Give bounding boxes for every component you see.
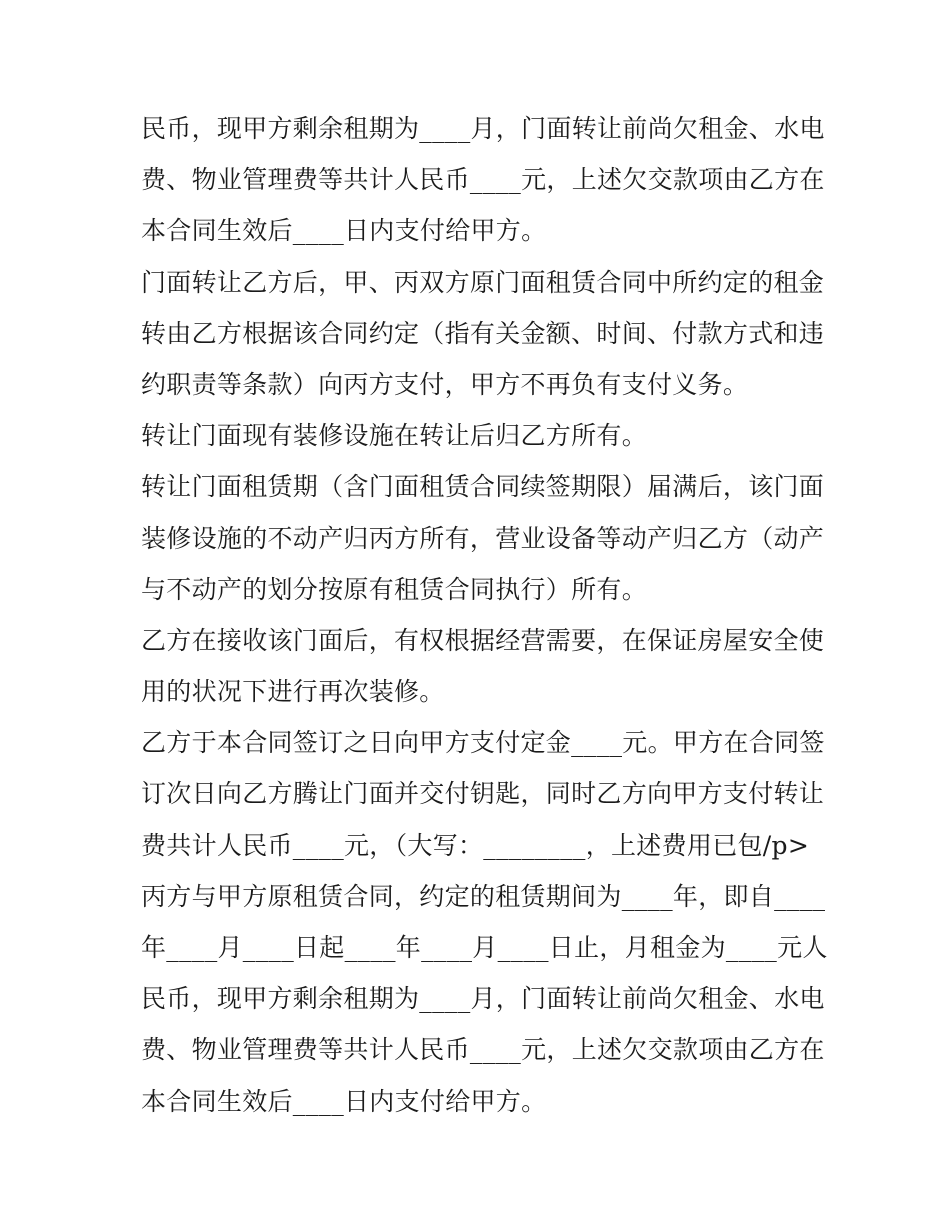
text-line: 订次日向乙方腾让门面并交付钥匙，同时乙方向甲方支付转让	[141, 779, 825, 809]
text-line: 丙方与甲方原租赁合同，约定的租赁期间为____年，即自____	[141, 881, 826, 911]
text-line: 费、物业管理费等共计人民币____元，上述欠交款项由乙方在	[141, 1035, 825, 1065]
text-line: 本合同生效后____日内支付给甲方。	[141, 216, 547, 246]
text-line: 年____月____日起____年____月____日止，月租金为____元人	[141, 933, 828, 962]
text-line: 门面转让乙方后，甲、丙双方原门面租赁合同中所约定的租金	[141, 267, 825, 297]
text-line: 乙方在接收该门面后，有权根据经营需要，在保证房屋安全使	[141, 625, 825, 655]
text-line: 用的状况下进行再次装修。	[141, 677, 445, 707]
text-line: 转由乙方根据该合同约定（指有关金额、时间、付款方式和违	[141, 318, 825, 348]
text-line: 转让门面现有装修设施在转让后归乙方所有。	[141, 421, 648, 451]
text-line: 与不动产的划分按原有租赁合同执行）所有。	[141, 574, 648, 604]
text-line: 装修设施的不动产归丙方所有，营业设备等动产归乙方（动产	[141, 523, 825, 553]
text-line: 费、物业管理费等共计人民币____元，上述欠交款项由乙方在	[141, 165, 825, 195]
text-line: 民币，现甲方剩余租期为____月，门面转让前尚欠租金、水电	[141, 114, 825, 143]
text-line: 民币，现甲方剩余租期为____月，门面转让前尚欠租金、水电	[141, 984, 825, 1014]
text-line: 本合同生效后____日内支付给甲方。	[141, 1086, 547, 1116]
contract-text	[141, 103, 828, 1127]
text-line: 乙方于本合同签订之日向甲方支付定金____元。甲方在合同签	[141, 728, 825, 758]
text-line: 约职责等条款）向丙方支付，甲方不再负有支付义务。	[141, 369, 749, 399]
text-line: 费共计人民币____元，（大写：________，上述费用已包/p>	[141, 830, 810, 860]
text-line: 转让门面租赁期（含门面租赁合同续签期限）届满后，该门面	[141, 472, 825, 502]
